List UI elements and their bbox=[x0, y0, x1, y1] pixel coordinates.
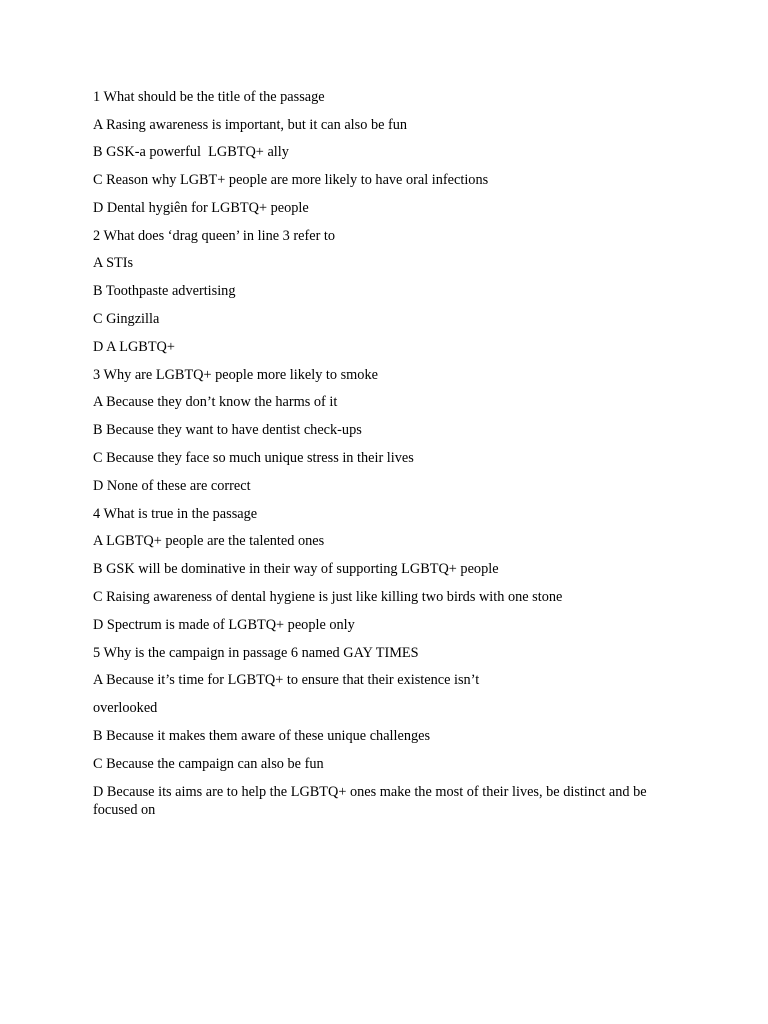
question-4-option-c: C Raising awareness of dental hygiene is just like killing two birds with one stone bbox=[93, 589, 563, 605]
question-5-option-a-continued: overlooked bbox=[93, 700, 158, 716]
question-5-option-b: B Because it makes them aware of these unique challenges bbox=[93, 728, 431, 744]
question-3-option-b: B Because they want to have dentist check-ups bbox=[93, 422, 362, 438]
question-2-option-d: D A LGBTQ+ bbox=[93, 339, 175, 355]
question-1-option-a: A Rasing awareness is important, but it can also be fun bbox=[93, 117, 408, 133]
question-5-option-a: A Because it’s time for LGBTQ+ to ensure that their existence isn’t bbox=[93, 672, 480, 688]
question-4-option-b: B GSK will be dominative in their way of supporting LGBTQ+ people bbox=[93, 561, 499, 577]
question-3: 3 Why are LGBTQ+ people more likely to smoke bbox=[93, 367, 378, 383]
question-1-option-c: C Reason why LGBT+ people are more likely to have oral infections bbox=[93, 172, 489, 188]
question-5: 5 Why is the campaign in passage 6 named GAY TIMES bbox=[93, 645, 419, 661]
question-5-option-d: D Because its aims are to help the LGBTQ+ ones make the most of their lives, be distinct and be focused on bbox=[93, 784, 647, 818]
question-2-option-c: C Gingzilla bbox=[93, 311, 160, 327]
question-1-option-d: D Dental hygiên for LGBTQ+ people bbox=[93, 200, 309, 216]
question-4: 4 What is true in the passage bbox=[93, 506, 258, 522]
question-1-option-b: B GSK-a powerful LGBTQ+ ally bbox=[93, 144, 289, 160]
question-4-option-a: A LGBTQ+ people are the talented ones bbox=[93, 533, 325, 549]
question-5-option-c: C Because the campaign can also be fun bbox=[93, 756, 324, 772]
question-2: 2 What does ‘drag queen’ in line 3 refer to bbox=[93, 228, 336, 244]
question-3-option-d: D None of these are correct bbox=[93, 478, 251, 494]
question-4-option-d: D Spectrum is made of LGBTQ+ people only bbox=[93, 617, 355, 633]
question-1: 1 What should be the title of the passage bbox=[93, 89, 325, 105]
question-3-option-a: A Because they don’t know the harms of it bbox=[93, 394, 338, 410]
question-2-option-b: B Toothpaste advertising bbox=[93, 283, 236, 299]
question-3-option-c: C Because they face so much unique stress in their lives bbox=[93, 450, 414, 466]
question-2-option-a: A STIs bbox=[93, 255, 134, 271]
